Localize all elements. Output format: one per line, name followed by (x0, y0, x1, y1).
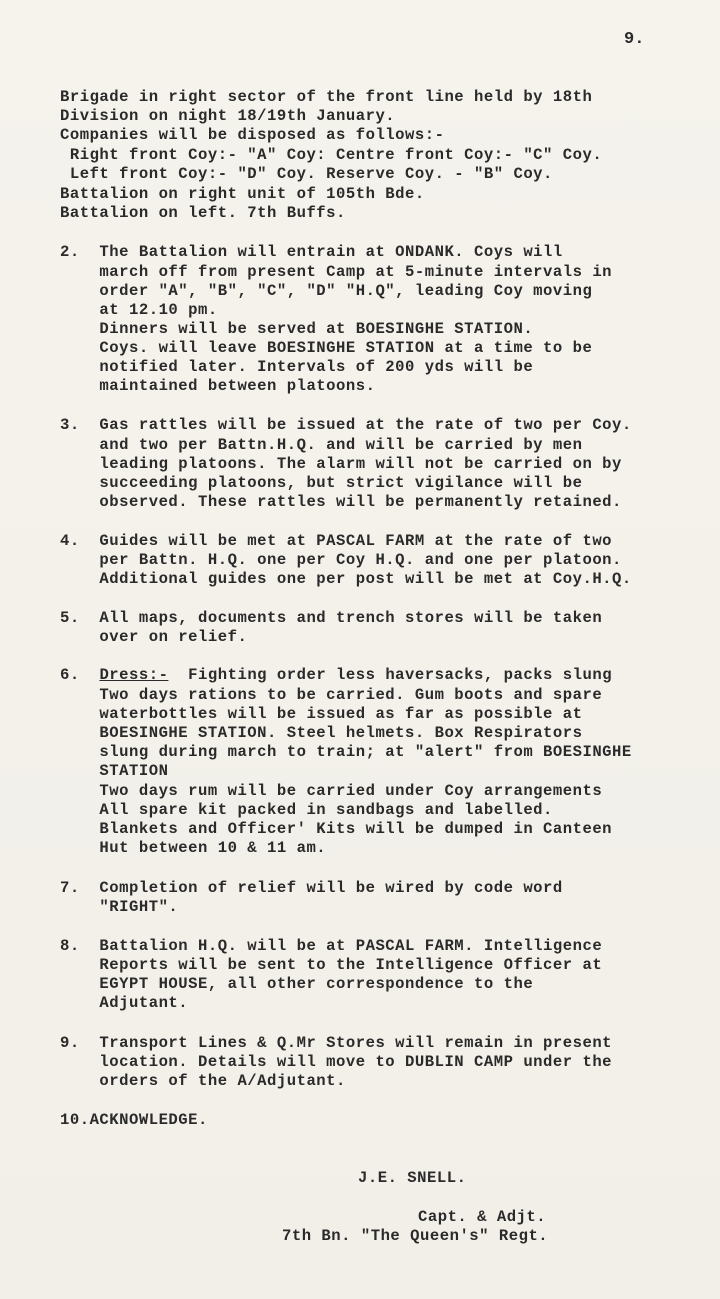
para-10-line: 10.ACKNOWLEDGE. (60, 1111, 208, 1129)
para-2-line: Coys. will leave BOESINGHE STATION at a time to be (60, 339, 593, 357)
para-6-first-text: Fighting order less haversacks, packs slung (168, 666, 613, 684)
para-6-line: slung during march to train; at "alert" from BOESINGHE (60, 743, 632, 761)
para-5-line: 5. All maps, documents and trench stores will be taken (60, 609, 603, 627)
para-2-line: maintained between platoons. (60, 377, 376, 395)
para-6-line: All spare kit packed in sandbags and labelled. (60, 801, 553, 819)
para-6-line: Two days rations to be carried. Gum boots and spare (60, 686, 603, 704)
intro-line: Brigade in right sector of the front line held by 18th (60, 88, 593, 106)
para-8-line: EGYPT HOUSE, all other correspondence to the (60, 975, 534, 993)
para-7-line: "RIGHT". (60, 898, 179, 916)
para-5-line: over on relief. (60, 628, 248, 646)
para-2-line: notified later. Intervals of 200 yds will be (60, 358, 534, 376)
intro-line: Battalion on right unit of 105th Bde. (60, 185, 425, 203)
para-6-line: STATION (60, 762, 169, 780)
para-8-line: 8. Battalion H.Q. will be at PASCAL FARM. Intelligence (60, 937, 603, 955)
para-3-line: and two per Battn.H.Q. and will be carried by men (60, 436, 583, 454)
page-number: 9. (624, 30, 645, 49)
para-4-line: Additional guides one per post will be met at Coy.H.Q. (60, 570, 632, 588)
para-6-line: Two days rum will be carried under Coy arrangements (60, 782, 603, 800)
para-2-line: order "A", "B", "C", "D" "H.Q", leading Coy moving (60, 282, 593, 300)
para-2-line: march off from present Camp at 5-minute intervals in (60, 263, 613, 281)
para-8-line: Adjutant. (60, 994, 189, 1012)
para-3-line: leading platoons. The alarm will not be carried on by (60, 455, 622, 473)
signature-unit: 7th Bn. "The Queen's" Regt. (282, 1227, 549, 1245)
signature-rank: Capt. & Adjt. (418, 1208, 547, 1226)
intro-line: Companies will be disposed as follows:- (60, 126, 445, 144)
para-3-line: observed. These rattles will be permanently retained. (60, 493, 622, 511)
intro-line: Division on night 18/19th January. (60, 107, 396, 125)
para-9-line: 9. Transport Lines & Q.Mr Stores will remain in present (60, 1034, 613, 1052)
para-3-line: 3. Gas rattles will be issued at the rate of two per Coy. (60, 416, 632, 434)
signature-name: J.E. SNELL. (358, 1169, 467, 1187)
para-2-line: at 12.10 pm. (60, 301, 218, 319)
para-6-line: Hut between 10 & 11 am. (60, 839, 327, 857)
para-9-line: location. Details will move to DUBLIN CAMP under the (60, 1053, 613, 1071)
para-6-number: 6. (60, 666, 100, 684)
para-3-line: succeeding platoons, but strict vigilance will be (60, 474, 583, 492)
para-6-line: waterbottles will be issued as far as possible at (60, 705, 583, 723)
para-2-line: Dinners will be served at BOESINGHE STATION. (60, 320, 534, 338)
intro-line: Battalion on left. 7th Buffs. (60, 204, 346, 222)
para-4-line: 4. Guides will be met at PASCAL FARM at the rate of two (60, 532, 613, 550)
intro-line: Right front Coy:- "A" Coy: Centre front Coy:- "C" Coy. (60, 146, 603, 164)
para-6-line: BOESINGHE STATION. Steel helmets. Box Respirators (60, 724, 583, 742)
para-7-line: 7. Completion of relief will be wired by code word (60, 879, 563, 897)
para-6-heading-line (60, 666, 612, 685)
intro-line: Left front Coy:- "D" Coy. Reserve Coy. - "B" Coy. (60, 165, 553, 183)
para-6-line: Blankets and Officer' Kits will be dumped in Canteen (60, 820, 613, 838)
para-2-line: 2. The Battalion will entrain at ONDANK. Coys will (60, 243, 563, 261)
para-9-line: orders of the A/Adjutant. (60, 1072, 346, 1090)
para-4-line: per Battn. H.Q. one per Coy H.Q. and one per platoon. (60, 551, 622, 569)
dress-heading: Dress:- (99, 666, 169, 684)
para-8-line: Reports will be sent to the Intelligence Officer at (60, 956, 603, 974)
